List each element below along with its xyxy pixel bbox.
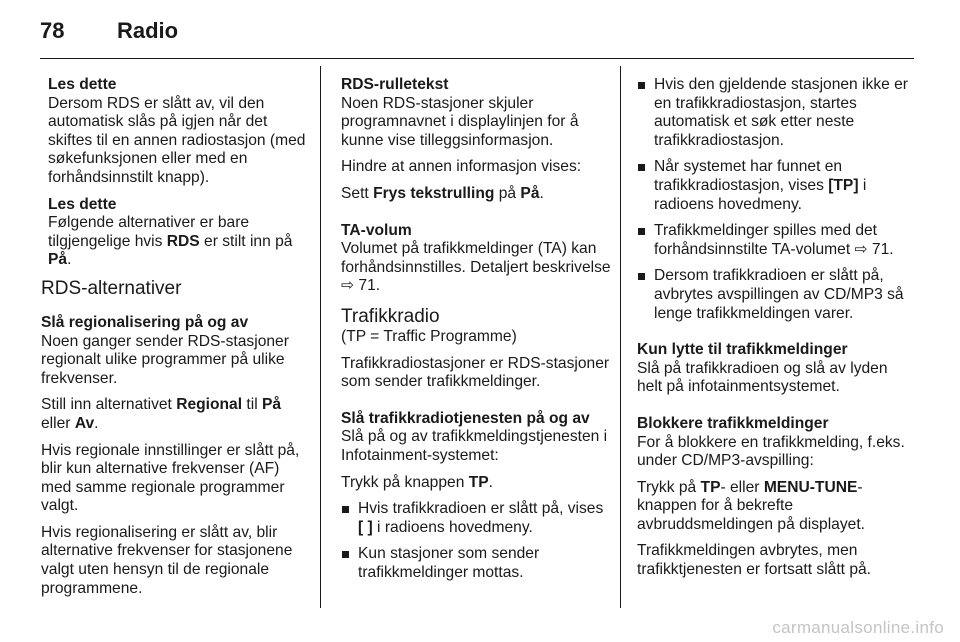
paragraph: Slå på og av trafikkmeldingstjenesten i Infotainment-systemet: xyxy=(341,428,608,464)
paragraph: For å blokkere en trafikkmelding, f.eks. under CD/MP3-avspilling: xyxy=(637,433,905,470)
subheading: TA-volum xyxy=(341,221,412,239)
paragraph: Trafikkradiostasjoner er RDS-stasjoner som sender trafikkmeldinger. xyxy=(341,354,610,391)
list-item: Hvis trafikkradioen er slått på, vises [ ] i radioens hovedmeny. xyxy=(341,500,611,537)
header-rule xyxy=(40,58,914,59)
paragraph: Trykk på TP- eller MENU-TUNE-knappen for å bekrefte avbruddsmeldingen på displayet. xyxy=(637,478,865,533)
list-item: Trafikkmeldinger spilles med det forhåndsinnstilte TA-volumet ⇨ 71. xyxy=(637,222,912,259)
paragraph: Sett Frys tekstrulling på På. xyxy=(341,184,544,202)
note-title: Les dette xyxy=(48,76,117,93)
note-title: Les dette xyxy=(48,195,117,213)
column-1 xyxy=(41,76,311,606)
subheading: RDS-rulletekst xyxy=(341,76,449,93)
bullet-list xyxy=(637,76,912,323)
paragraph: Volumet på trafikkmeldinger (TA) kan forhåndsinnstilles. Detaljert beskrivelse ⇨ 71. xyxy=(341,240,611,295)
note-rds-auto xyxy=(41,76,311,270)
page-number: 78 xyxy=(40,18,65,43)
bullet-icon xyxy=(638,273,645,280)
column-divider-1 xyxy=(320,66,321,608)
paragraph: Hvis regionalisering er slått av, blir alternative frekvenser for stasjonene valgt uten hensyn til de regionale programmene. xyxy=(41,523,293,597)
list-item: Dersom trafikkradioen er slått på, avbrytes avspillingen av CD/MP3 så lenge trafikkmeldingen varer. xyxy=(637,267,912,323)
watermark: carmanualsonline.info xyxy=(772,618,944,637)
paragraph: Still inn alternativet Regional til På eller Av. xyxy=(41,396,282,432)
paragraph: Noen RDS-stasjoner skjuler programnavnet i displaylinjen for å kunne vise tilleggsinformasjon. xyxy=(341,94,579,149)
bullet-icon xyxy=(638,228,645,235)
paragraph: Slå på trafikkradioen og slå av lyden helt på infotainmentsystemet. xyxy=(637,359,888,396)
bullet-icon xyxy=(342,506,349,513)
paragraph: Noen ganger sender RDS-stasjoner regionalt ulike programmer på ulike frekvenser. xyxy=(41,332,289,387)
note-text: Dersom RDS er slått av, vil den automatisk slås på igjen når det skiftes til en annen radiostasjon (med søkefunksjonen eller med en forhåndsinnstilt knapp). xyxy=(48,94,306,186)
column-3 xyxy=(637,76,912,588)
bullet-icon xyxy=(638,164,645,171)
column-2 xyxy=(341,76,611,590)
paragraph: Trafikkmeldingen avbrytes, men trafikktjenesten er fortsatt slått på. xyxy=(637,542,872,579)
list-item: Når systemet har funnet en trafikkradiostasjon, vises [TP] i radioens hovedmeny. xyxy=(637,158,912,214)
page-reference: ⇨ 71. xyxy=(854,240,894,258)
bullet-list xyxy=(341,500,611,582)
section-heading: Trafikkradio xyxy=(341,305,440,327)
page-reference: ⇨ 71. xyxy=(341,277,381,295)
column-divider-2 xyxy=(620,66,621,608)
list-item: Kun stasjoner som sender trafikkmeldinger mottas. xyxy=(341,545,611,582)
subheading: Blokkere trafikkmeldinger xyxy=(637,414,829,432)
bullet-icon xyxy=(342,551,349,558)
note-text: Følgende alternativer er bare tilgjengelige hvis RDS er stilt inn på På. xyxy=(48,214,293,269)
section-title: Radio xyxy=(117,18,179,43)
subheading: Slå regionalisering på og av xyxy=(41,313,249,331)
bullet-icon xyxy=(638,82,645,89)
paragraph: Trykk på knappen TP. xyxy=(341,473,493,491)
list-item: Hvis den gjeldende stasjonen ikke er en trafikkradiostasjon, startes automatisk et søk etter neste trafikkradiostasjon. xyxy=(637,76,912,150)
paragraph: Hvis regionale innstillinger er slått på, blir kun alternative frekvenser (AF) med samme regionale programmer valgt. xyxy=(41,441,300,515)
subheading: Slå trafikkradiotjenesten på og av xyxy=(341,409,590,427)
subheading: Kun lytte til trafikkmeldinger xyxy=(637,341,848,359)
heading-subtitle: (TP = Traffic Programme) xyxy=(341,327,517,345)
section-heading: RDS-alternativer xyxy=(41,277,182,299)
paragraph: Hindre at annen informasjon vises: xyxy=(341,158,582,176)
